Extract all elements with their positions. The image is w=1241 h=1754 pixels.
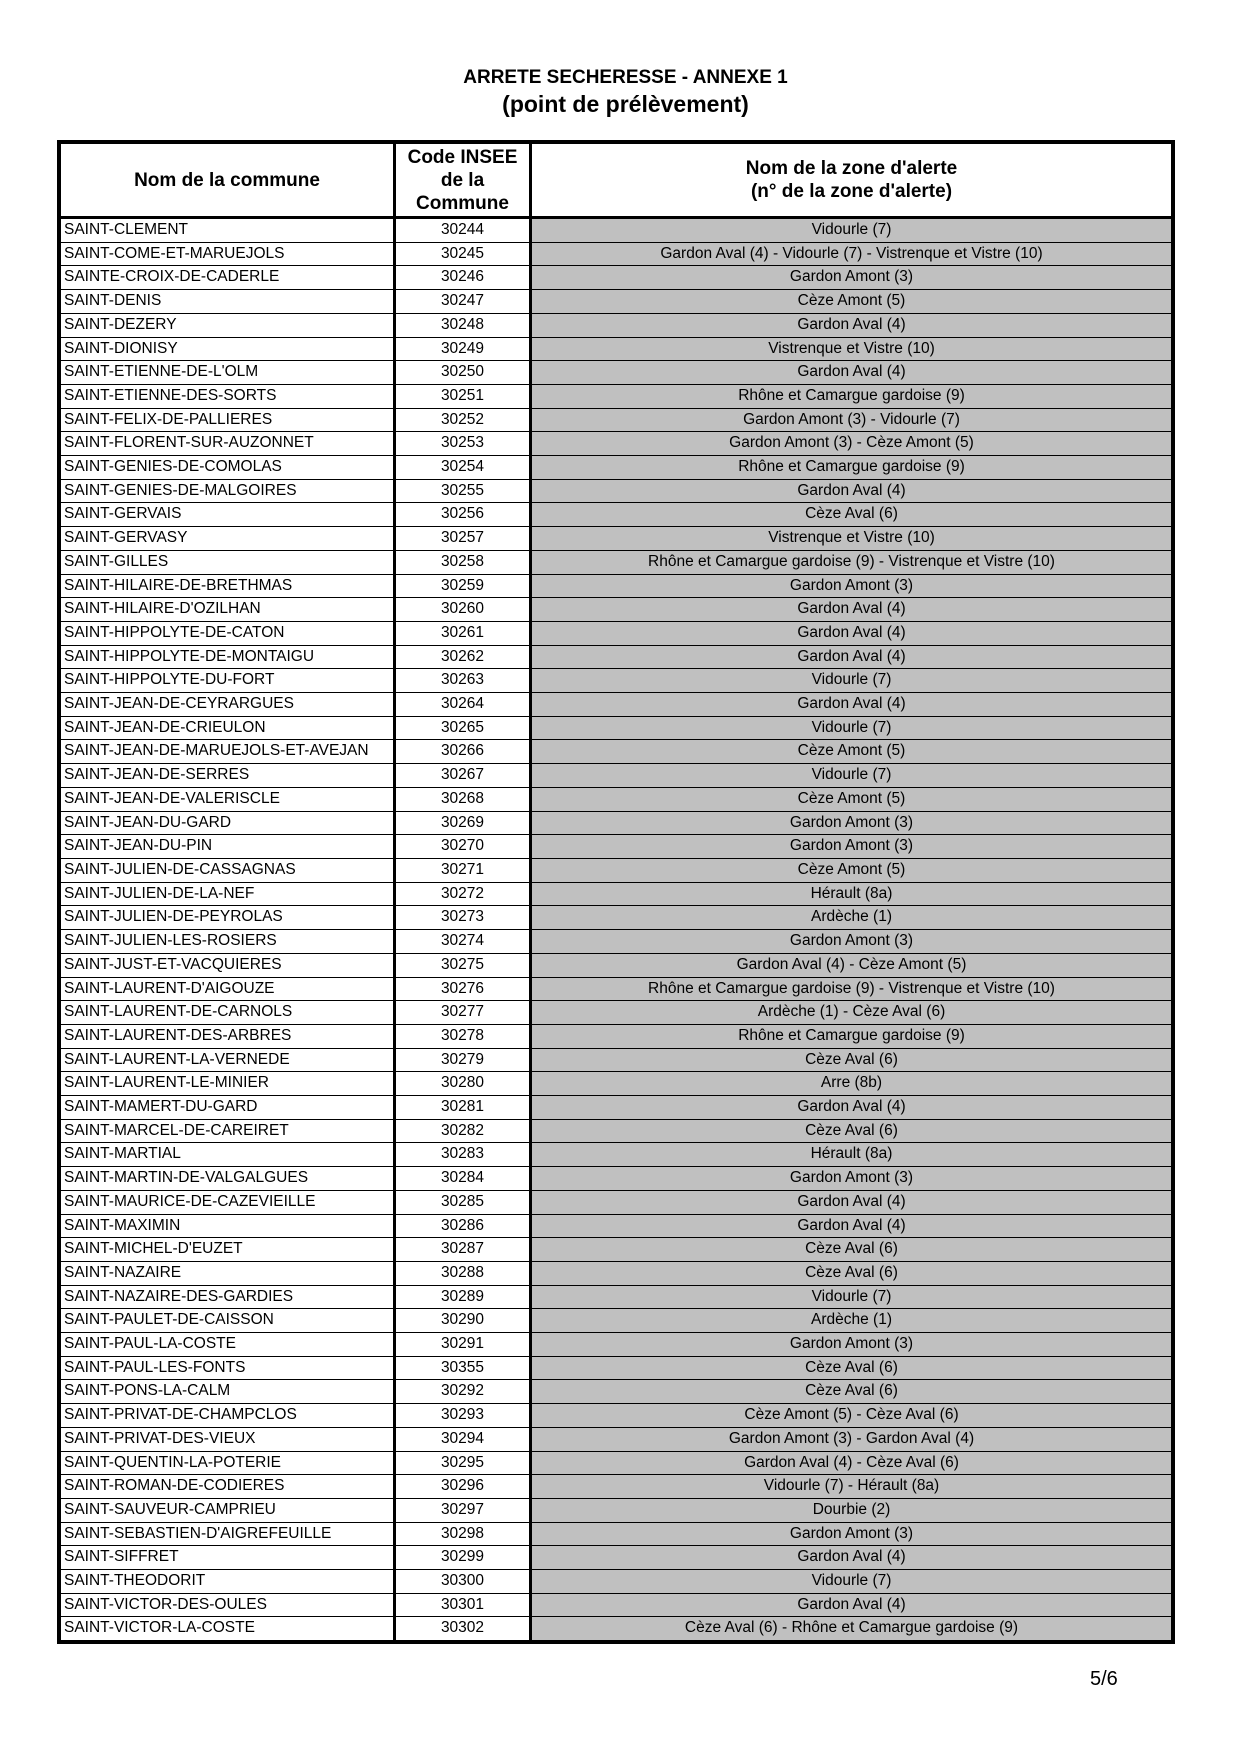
zone-alerte-cell: Vidourle (7) xyxy=(531,764,1172,788)
code-insee-cell: 30277 xyxy=(395,1001,531,1025)
commune-cell: SAINT-FLORENT-SUR-AUZONNET xyxy=(61,432,395,456)
commune-cell: SAINT-JEAN-DU-PIN xyxy=(61,835,395,859)
zone-alerte-cell: Rhône et Camargue gardoise (9) xyxy=(531,384,1172,408)
zone-alerte-cell: Gardon Aval (4) xyxy=(531,621,1172,645)
code-insee-cell: 30288 xyxy=(395,1261,531,1285)
commune-cell: SAINT-PAULET-DE-CAISSON xyxy=(61,1309,395,1333)
zone-alerte-cell: Vistrenque et Vistre (10) xyxy=(531,527,1172,551)
commune-cell: SAINT-DENIS xyxy=(61,290,395,314)
commune-cell: SAINT-JULIEN-DE-PEYROLAS xyxy=(61,906,395,930)
zone-alerte-cell: Vidourle (7) xyxy=(531,1285,1172,1309)
code-insee-cell: 30283 xyxy=(395,1143,531,1167)
zone-alerte-cell: Rhône et Camargue gardoise (9) xyxy=(531,456,1172,480)
commune-cell: SAINT-ETIENNE-DE-L'OLM xyxy=(61,361,395,385)
document-title: ARRETE SECHERESSE - ANNEXE 1 xyxy=(463,67,788,88)
code-insee-cell: 30246 xyxy=(395,266,531,290)
commune-cell: SAINT-LAURENT-LA-VERNEDE xyxy=(61,1048,395,1072)
zone-alerte-cell: Gardon Aval (4) xyxy=(531,1190,1172,1214)
zone-alerte-cell: Ardèche (1) - Cèze Aval (6) xyxy=(531,1001,1172,1025)
commune-cell: SAINT-SIFFRET xyxy=(61,1546,395,1570)
code-insee-cell: 30301 xyxy=(395,1593,531,1617)
zone-alerte-cell: Vidourle (7) - Hérault (8a) xyxy=(531,1475,1172,1499)
code-insee-cell: 30271 xyxy=(395,858,531,882)
commune-cell: SAINT-CLEMENT xyxy=(61,218,395,243)
commune-cell: SAINT-VICTOR-DES-OULES xyxy=(61,1593,395,1617)
header-code-line2: de la xyxy=(440,169,485,191)
table-row xyxy=(61,313,1172,337)
zone-alerte-cell: Gardon Amont (3) xyxy=(531,1167,1172,1191)
table-row xyxy=(61,550,1172,574)
table-header-row xyxy=(61,144,1172,218)
zone-alerte-cell: Gardon Aval (4) xyxy=(531,1096,1172,1120)
table-row xyxy=(61,835,1172,859)
code-insee-cell: 30284 xyxy=(395,1167,531,1191)
table-row xyxy=(61,1404,1172,1428)
commune-cell: SAINT-HILAIRE-DE-BRETHMAS xyxy=(61,574,395,598)
zone-alerte-cell: Gardon Aval (4) xyxy=(531,1593,1172,1617)
commune-cell: SAINT-MAURICE-DE-CAZEVIEILLE xyxy=(61,1190,395,1214)
code-insee-cell: 30265 xyxy=(395,716,531,740)
commune-cell: SAINT-THEODORIT xyxy=(61,1570,395,1594)
code-insee-cell: 30261 xyxy=(395,621,531,645)
code-insee-cell: 30289 xyxy=(395,1285,531,1309)
code-insee-cell: 30262 xyxy=(395,645,531,669)
code-insee-cell: 30279 xyxy=(395,1048,531,1072)
table-row xyxy=(61,1285,1172,1309)
table-row xyxy=(61,527,1172,551)
table-row xyxy=(61,906,1172,930)
table-row xyxy=(61,977,1172,1001)
code-insee-cell: 30264 xyxy=(395,693,531,717)
code-insee-cell: 30292 xyxy=(395,1380,531,1404)
commune-cell: SAINT-MAMERT-DU-GARD xyxy=(61,1096,395,1120)
commune-cell: SAINT-HIPPOLYTE-DE-MONTAIGU xyxy=(61,645,395,669)
commune-cell: SAINT-GERVASY xyxy=(61,527,395,551)
code-insee-cell: 30290 xyxy=(395,1309,531,1333)
zone-alerte-cell: Gardon Amont (3) xyxy=(531,574,1172,598)
table-header xyxy=(61,144,1172,218)
zone-alerte-cell: Vidourle (7) xyxy=(531,669,1172,693)
zone-alerte-cell: Hérault (8a) xyxy=(531,882,1172,906)
commune-cell: SAINT-MICHEL-D'EUZET xyxy=(61,1238,395,1262)
table-row xyxy=(61,1119,1172,1143)
table-row xyxy=(61,1072,1172,1096)
zone-alerte-cell: Gardon Aval (4) - Vidourle (7) - Vistrenque et Vistre (10) xyxy=(531,242,1172,266)
page-number: 5/6 xyxy=(1090,1668,1118,1690)
commune-cell: SAINT-DIONISY xyxy=(61,337,395,361)
code-insee-cell: 30272 xyxy=(395,882,531,906)
commune-cell: SAINT-JEAN-DU-GARD xyxy=(61,811,395,835)
header-code-line1: Code INSEE xyxy=(407,146,518,168)
table-row xyxy=(61,1001,1172,1025)
code-insee-cell: 30275 xyxy=(395,953,531,977)
zone-alerte-cell: Cèze Aval (6) xyxy=(531,1261,1172,1285)
code-insee-cell: 30355 xyxy=(395,1356,531,1380)
zone-alerte-cell: Ardèche (1) xyxy=(531,906,1172,930)
header-commune: Nom de la commune xyxy=(61,144,395,218)
table-body xyxy=(61,218,1172,1641)
zone-alerte-cell: Vidourle (7) xyxy=(531,218,1172,243)
zone-alerte-cell: Hérault (8a) xyxy=(531,1143,1172,1167)
table-row xyxy=(61,1427,1172,1451)
code-insee-cell: 30266 xyxy=(395,740,531,764)
zone-alerte-cell: Gardon Amont (3) xyxy=(531,930,1172,954)
commune-cell: SAINT-JULIEN-DE-LA-NEF xyxy=(61,882,395,906)
code-insee-cell: 30302 xyxy=(395,1617,531,1641)
table-row xyxy=(61,858,1172,882)
zone-alerte-cell: Gardon Amont (3) xyxy=(531,835,1172,859)
table-row xyxy=(61,290,1172,314)
code-insee-cell: 30278 xyxy=(395,1024,531,1048)
table-row xyxy=(61,1593,1172,1617)
zone-alerte-cell: Rhône et Camargue gardoise (9) - Vistrenque et Vistre (10) xyxy=(531,977,1172,1001)
commune-cell: SAINT-PRIVAT-DE-CHAMPCLOS xyxy=(61,1404,395,1428)
code-insee-cell: 30250 xyxy=(395,361,531,385)
table-row xyxy=(61,218,1172,243)
zone-alerte-cell: Vistrenque et Vistre (10) xyxy=(531,337,1172,361)
code-insee-cell: 30252 xyxy=(395,408,531,432)
zone-alerte-cell: Gardon Aval (4) xyxy=(531,1546,1172,1570)
code-insee-cell: 30300 xyxy=(395,1570,531,1594)
zone-alerte-cell: Gardon Aval (4) xyxy=(531,1214,1172,1238)
code-insee-cell: 30273 xyxy=(395,906,531,930)
code-insee-cell: 30276 xyxy=(395,977,531,1001)
zone-alerte-cell: Cèze Aval (6) xyxy=(531,1356,1172,1380)
header-zone-line2: (n° de la zone d'alerte) xyxy=(750,181,953,202)
commune-cell: SAINT-JEAN-DE-SERRES xyxy=(61,764,395,788)
zone-alerte-cell: Cèze Amont (5) xyxy=(531,740,1172,764)
zone-alerte-cell: Vidourle (7) xyxy=(531,716,1172,740)
table-row xyxy=(61,1261,1172,1285)
table-row xyxy=(61,1617,1172,1641)
table-row xyxy=(61,1333,1172,1357)
commune-cell: SAINT-LAURENT-DES-ARBRES xyxy=(61,1024,395,1048)
code-insee-cell: 30251 xyxy=(395,384,531,408)
commune-cell: SAINT-LAURENT-LE-MINIER xyxy=(61,1072,395,1096)
table-row xyxy=(61,266,1172,290)
code-insee-cell: 30294 xyxy=(395,1427,531,1451)
commune-cell: SAINT-HILAIRE-D'OZILHAN xyxy=(61,598,395,622)
commune-cell: SAINT-JULIEN-LES-ROSIERS xyxy=(61,930,395,954)
table-row xyxy=(61,716,1172,740)
table-row xyxy=(61,1143,1172,1167)
zone-alerte-cell: Gardon Amont (3) - Vidourle (7) xyxy=(531,408,1172,432)
zone-alerte-cell: Gardon Aval (4) xyxy=(531,479,1172,503)
table-row xyxy=(61,740,1172,764)
table-row xyxy=(61,337,1172,361)
commune-cell: SAINT-JUST-ET-VACQUIERES xyxy=(61,953,395,977)
commune-cell: SAINT-GENIES-DE-COMOLAS xyxy=(61,456,395,480)
table-row xyxy=(61,479,1172,503)
table-row xyxy=(61,621,1172,645)
header-code-line3: Commune xyxy=(416,192,509,214)
table-row xyxy=(61,598,1172,622)
header-zone xyxy=(531,144,1172,218)
table-row xyxy=(61,787,1172,811)
commune-cell: SAINT-COME-ET-MARUEJOLS xyxy=(61,242,395,266)
table-row xyxy=(61,645,1172,669)
zone-alerte-cell: Cèze Amont (5) xyxy=(531,787,1172,811)
commune-cell: SAINT-MARTIN-DE-VALGALGUES xyxy=(61,1167,395,1191)
commune-cell: SAINT-JEAN-DE-MARUEJOLS-ET-AVEJAN xyxy=(61,740,395,764)
commune-cell: SAINT-HIPPOLYTE-DU-FORT xyxy=(61,669,395,693)
code-insee-cell: 30298 xyxy=(395,1522,531,1546)
zone-alerte-cell: Cèze Aval (6) xyxy=(531,503,1172,527)
table-row xyxy=(61,930,1172,954)
code-insee-cell: 30291 xyxy=(395,1333,531,1357)
zone-alerte-cell: Gardon Aval (4) - Cèze Aval (6) xyxy=(531,1451,1172,1475)
commune-cell: SAINT-FELIX-DE-PALLIERES xyxy=(61,408,395,432)
code-insee-cell: 30257 xyxy=(395,527,531,551)
table-row xyxy=(61,1380,1172,1404)
table-row xyxy=(61,408,1172,432)
table-row xyxy=(61,1498,1172,1522)
zone-alerte-cell: Cèze Amont (5) - Cèze Aval (6) xyxy=(531,1404,1172,1428)
commune-cell: SAINT-MARCEL-DE-CAREIRET xyxy=(61,1119,395,1143)
code-insee-cell: 30282 xyxy=(395,1119,531,1143)
code-insee-cell: 30299 xyxy=(395,1546,531,1570)
annex-table-frame xyxy=(57,140,1175,1644)
code-insee-cell: 30245 xyxy=(395,242,531,266)
code-insee-cell: 30247 xyxy=(395,290,531,314)
commune-cell: SAINT-NAZAIRE xyxy=(61,1261,395,1285)
table-row xyxy=(61,693,1172,717)
code-insee-cell: 30267 xyxy=(395,764,531,788)
zone-alerte-cell: Gardon Amont (3) - Cèze Amont (5) xyxy=(531,432,1172,456)
code-insee-cell: 30268 xyxy=(395,787,531,811)
table-row xyxy=(61,882,1172,906)
zone-alerte-cell: Gardon Aval (4) - Cèze Amont (5) xyxy=(531,953,1172,977)
table-row xyxy=(61,1096,1172,1120)
zone-alerte-cell: Cèze Aval (6) xyxy=(531,1380,1172,1404)
zone-alerte-cell: Arre (8b) xyxy=(531,1072,1172,1096)
table-row xyxy=(61,361,1172,385)
commune-cell: SAINT-JEAN-DE-VALERISCLE xyxy=(61,787,395,811)
commune-cell: SAINT-GENIES-DE-MALGOIRES xyxy=(61,479,395,503)
code-insee-cell: 30270 xyxy=(395,835,531,859)
table-row xyxy=(61,764,1172,788)
annex-table xyxy=(60,143,1172,1641)
commune-cell: SAINT-PAUL-LES-FONTS xyxy=(61,1356,395,1380)
commune-cell: SAINT-JEAN-DE-CEYRARGUES xyxy=(61,693,395,717)
commune-cell: SAINT-MAXIMIN xyxy=(61,1214,395,1238)
zone-alerte-cell: Cèze Aval (6) xyxy=(531,1119,1172,1143)
table-row xyxy=(61,1048,1172,1072)
code-insee-cell: 30259 xyxy=(395,574,531,598)
table-row xyxy=(61,811,1172,835)
zone-alerte-cell: Ardèche (1) xyxy=(531,1309,1172,1333)
commune-cell: SAINT-HIPPOLYTE-DE-CATON xyxy=(61,621,395,645)
table-row xyxy=(61,1522,1172,1546)
zone-alerte-cell: Cèze Aval (6) - Rhône et Camargue gardoise (9) xyxy=(531,1617,1172,1641)
commune-cell: SAINT-QUENTIN-LA-POTERIE xyxy=(61,1451,395,1475)
table-row xyxy=(61,1214,1172,1238)
code-insee-cell: 30260 xyxy=(395,598,531,622)
code-insee-cell: 30281 xyxy=(395,1096,531,1120)
code-insee-cell: 30244 xyxy=(395,218,531,243)
code-insee-cell: 30287 xyxy=(395,1238,531,1262)
table-row xyxy=(61,574,1172,598)
table-row xyxy=(61,432,1172,456)
code-insee-cell: 30255 xyxy=(395,479,531,503)
zone-alerte-cell: Rhône et Camargue gardoise (9) xyxy=(531,1024,1172,1048)
zone-alerte-cell: Gardon Amont (3) xyxy=(531,811,1172,835)
table-row xyxy=(61,384,1172,408)
table-row xyxy=(61,1356,1172,1380)
commune-cell: SAINT-JEAN-DE-CRIEULON xyxy=(61,716,395,740)
zone-alerte-cell: Gardon Aval (4) xyxy=(531,361,1172,385)
table-row xyxy=(61,669,1172,693)
table-row xyxy=(61,1570,1172,1594)
table-row xyxy=(61,1190,1172,1214)
code-insee-cell: 30248 xyxy=(395,313,531,337)
table-row xyxy=(61,1309,1172,1333)
code-insee-cell: 30254 xyxy=(395,456,531,480)
commune-cell: SAINT-VICTOR-LA-COSTE xyxy=(61,1617,395,1641)
commune-cell: SAINT-DEZERY xyxy=(61,313,395,337)
commune-cell: SAINT-ETIENNE-DES-SORTS xyxy=(61,384,395,408)
code-insee-cell: 30293 xyxy=(395,1404,531,1428)
commune-cell: SAINT-SEBASTIEN-D'AIGREFEUILLE xyxy=(61,1522,395,1546)
table-row xyxy=(61,242,1172,266)
zone-alerte-cell: Gardon Amont (3) xyxy=(531,1522,1172,1546)
code-insee-cell: 30285 xyxy=(395,1190,531,1214)
page-header xyxy=(0,66,1241,118)
table-row xyxy=(61,503,1172,527)
zone-alerte-cell: Gardon Aval (4) xyxy=(531,693,1172,717)
zone-alerte-cell: Vidourle (7) xyxy=(531,1570,1172,1594)
zone-alerte-cell: Cèze Aval (6) xyxy=(531,1048,1172,1072)
table-row xyxy=(61,1238,1172,1262)
code-insee-cell: 30253 xyxy=(395,432,531,456)
zone-alerte-cell: Gardon Aval (4) xyxy=(531,313,1172,337)
commune-cell: SAINT-MARTIAL xyxy=(61,1143,395,1167)
commune-cell: SAINT-GILLES xyxy=(61,550,395,574)
zone-alerte-cell: Cèze Amont (5) xyxy=(531,290,1172,314)
code-insee-cell: 30269 xyxy=(395,811,531,835)
zone-alerte-cell: Dourbie (2) xyxy=(531,1498,1172,1522)
table-row xyxy=(61,1024,1172,1048)
code-insee-cell: 30297 xyxy=(395,1498,531,1522)
table-row xyxy=(61,1546,1172,1570)
zone-alerte-cell: Gardon Amont (3) xyxy=(531,1333,1172,1357)
code-insee-cell: 30296 xyxy=(395,1475,531,1499)
commune-cell: SAINT-LAURENT-D'AIGOUZE xyxy=(61,977,395,1001)
code-insee-cell: 30258 xyxy=(395,550,531,574)
commune-cell: SAINT-JULIEN-DE-CASSAGNAS xyxy=(61,858,395,882)
zone-alerte-cell: Rhône et Camargue gardoise (9) - Vistrenque et Vistre (10) xyxy=(531,550,1172,574)
zone-alerte-cell: Cèze Amont (5) xyxy=(531,858,1172,882)
zone-alerte-cell: Gardon Amont (3) - Gardon Aval (4) xyxy=(531,1427,1172,1451)
commune-cell: SAINT-PAUL-LA-COSTE xyxy=(61,1333,395,1357)
code-insee-cell: 30280 xyxy=(395,1072,531,1096)
commune-cell: SAINT-PRIVAT-DES-VIEUX xyxy=(61,1427,395,1451)
table-row xyxy=(61,1451,1172,1475)
commune-cell: SAINT-LAURENT-DE-CARNOLS xyxy=(61,1001,395,1025)
table-row xyxy=(61,1167,1172,1191)
code-insee-cell: 30295 xyxy=(395,1451,531,1475)
document-subtitle: (point de prélèvement) xyxy=(502,91,749,117)
code-insee-cell: 30286 xyxy=(395,1214,531,1238)
header-code-insee xyxy=(395,144,531,218)
commune-cell: SAINT-PONS-LA-CALM xyxy=(61,1380,395,1404)
code-insee-cell: 30263 xyxy=(395,669,531,693)
commune-cell: SAINT-SAUVEUR-CAMPRIEU xyxy=(61,1498,395,1522)
commune-cell: SAINT-GERVAIS xyxy=(61,503,395,527)
commune-cell: SAINT-NAZAIRE-DES-GARDIES xyxy=(61,1285,395,1309)
code-insee-cell: 30274 xyxy=(395,930,531,954)
commune-cell: SAINTE-CROIX-DE-CADERLE xyxy=(61,266,395,290)
table-row xyxy=(61,456,1172,480)
code-insee-cell: 30256 xyxy=(395,503,531,527)
table-row xyxy=(61,953,1172,977)
table-row xyxy=(61,1475,1172,1499)
header-zone-line1: Nom de la zone d'alerte xyxy=(745,158,958,179)
code-insee-cell: 30249 xyxy=(395,337,531,361)
zone-alerte-cell: Cèze Aval (6) xyxy=(531,1238,1172,1262)
zone-alerte-cell: Gardon Amont (3) xyxy=(531,266,1172,290)
zone-alerte-cell: Gardon Aval (4) xyxy=(531,645,1172,669)
zone-alerte-cell: Gardon Aval (4) xyxy=(531,598,1172,622)
commune-cell: SAINT-ROMAN-DE-CODIERES xyxy=(61,1475,395,1499)
